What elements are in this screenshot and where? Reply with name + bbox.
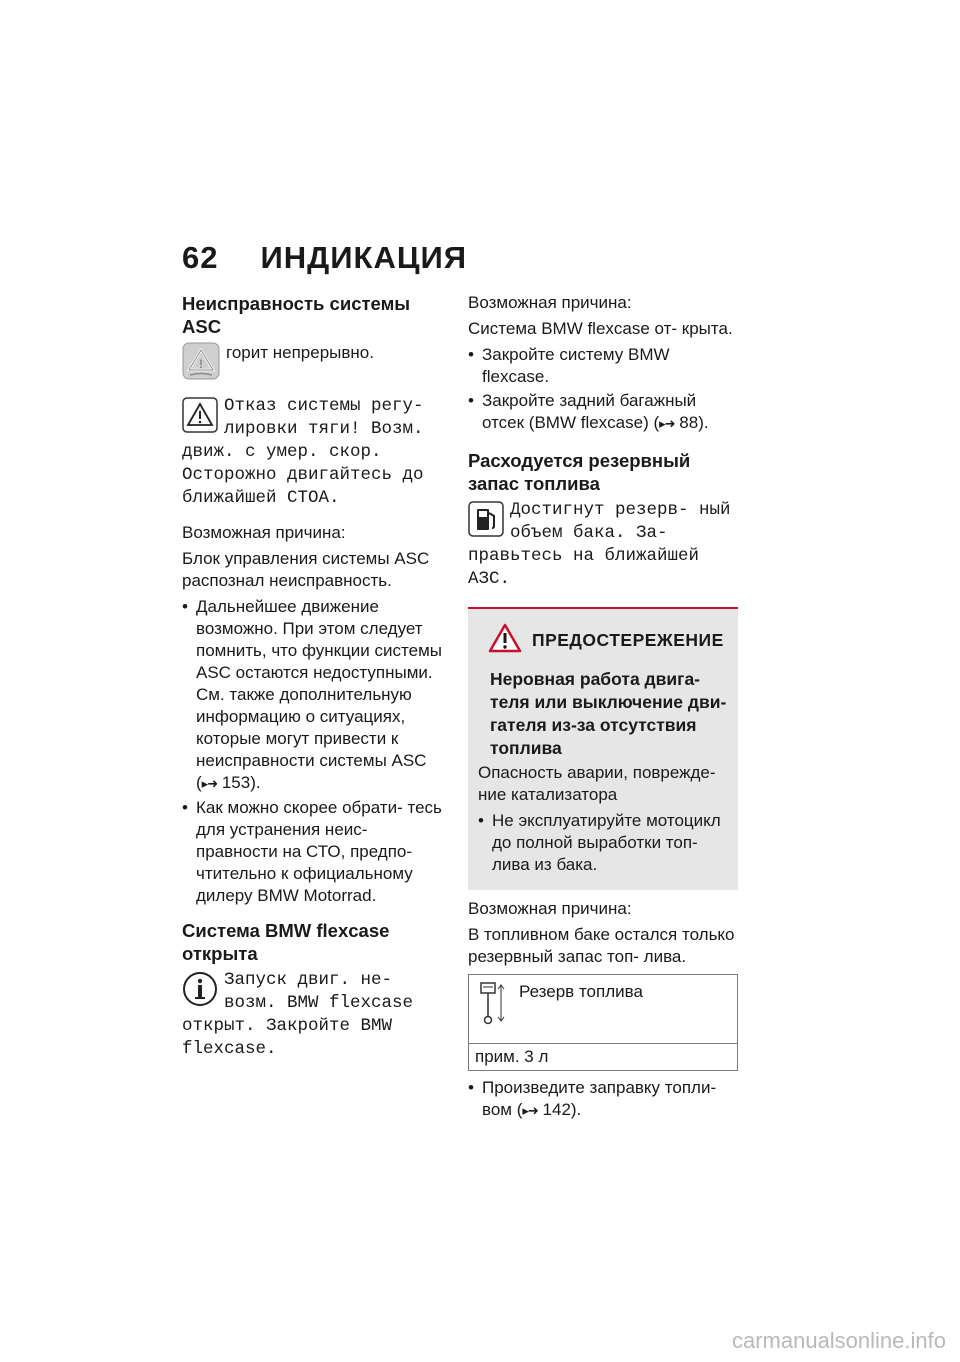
watermark-logo: carmanualsonline.info	[731, 1328, 946, 1353]
flexcase-cause-label: Возможная причина:	[468, 293, 632, 312]
asc-cause-label: Возможная причина:	[182, 523, 346, 542]
refuel-bullet-text: Произведите заправку топли- вом (	[482, 1078, 717, 1119]
right-column	[468, 292, 738, 1124]
flexcase-display-text: Запуск двиг. не- возм. BMW flexcase открыт. Закройте BMW flexcase.	[182, 970, 414, 1059]
asc-section-title: Неисправность системы ASC	[182, 293, 411, 337]
asc-cause-text: Блок управления системы ASC распознал неисправность.	[182, 549, 430, 590]
info-icon	[182, 971, 218, 1015]
asc-bullet-list	[182, 596, 452, 907]
refuel-bullet-ref[interactable]: 142).	[542, 1100, 582, 1119]
reserve-table	[468, 974, 738, 1071]
asc-bullet-2: • Как можно скорее обрати- тесь для устранения неис- правности на СТО, предпо- чтительно к официальному дилеру BMW Motorrad.	[182, 797, 452, 907]
page-ref-arrow-icon: ▸➜	[659, 416, 675, 431]
flexcase-cause-text: Система BMW flexcase от- крыта.	[468, 319, 733, 338]
fuel-gauge-icon	[477, 981, 507, 1030]
flexcase-display-message	[182, 969, 452, 1061]
warning-box	[468, 607, 738, 890]
reserve-table-label: Резерв топлива	[519, 982, 643, 1001]
page-ref-arrow-icon: ▸➜	[201, 776, 218, 791]
reserve-section-title: Расходуется резервный запас топлива	[468, 450, 691, 494]
reserve-display-message	[468, 499, 738, 591]
warning-triangle-icon	[488, 623, 522, 658]
page-ref-arrow-icon: ▸➜	[522, 1103, 538, 1118]
flexcase-bullet-2-ref[interactable]: 88).	[679, 413, 709, 432]
asc-bullet-1-text: Дальнейшее движение возможно. При этом следует помнить, что функции системы ASC остаются недоступными. См. также дополнительную информацию о ситуациях, которые могут привести к неисправности системы ASC	[196, 597, 442, 770]
flexcase-section-title: Система BMW flexcase открыта	[182, 920, 390, 964]
asc-warning-lamp-icon	[182, 342, 220, 385]
reserve-table-value: прим. 3 л	[475, 1047, 549, 1066]
flexcase-bullet-1: • Закройте систему BMW flexcase.	[468, 344, 738, 388]
asc-bullet-1: • Дальнейшее движение возможно. При этом следует помнить, что функции системы ASC остаются недоступными. См. также дополнительную информацию о ситуациях, которые могут привести к неисправности системы ASC (▸➜ 153).	[182, 596, 452, 795]
page-number: 62	[182, 240, 219, 275]
flexcase-bullet-2-text: Закройте задний багажный отсек (BMW flexcase) (	[482, 391, 697, 432]
reserve-display-text: Достигнут резерв- ный объем бака. За- правьтесь на ближайшей АЗС.	[468, 500, 731, 589]
asc-indicator-text: горит непрерывно.	[226, 343, 374, 362]
warning-title: ПРЕДОСТЕРЕЖЕНИЕ	[532, 630, 724, 650]
svg-text:!: !	[199, 357, 203, 371]
fuel-pump-icon	[468, 501, 504, 545]
warning-text: Опасность аварии, поврежде- ние катализатора	[478, 763, 716, 804]
fuel-cause-label: Возможная причина:	[468, 899, 632, 918]
warning-subtitle: Неровная работа двига- теля или выключение дви- гателя из-за отсутствия топлива	[490, 669, 727, 758]
asc-indicator-row	[182, 342, 452, 385]
warning-bullet: • Не эксплуатируйте мотоцикл до полной выработки топ- лива из бака.	[478, 810, 728, 876]
flexcase-bullet-2	[468, 390, 738, 435]
asc-display-text: Отказ системы регу- лировки тяги! Возм. движ. с умер. скор. Осторожно двигайтесь до ближайшей СТОА.	[182, 396, 424, 508]
warning-bullet-list	[478, 810, 728, 876]
page-header	[182, 240, 467, 276]
chapter-title: ИНДИКАЦИЯ	[260, 240, 468, 275]
reserve-table-header	[469, 975, 737, 1044]
asc-bullet-1-ref[interactable]: 153).	[221, 773, 261, 792]
refuel-bullet	[468, 1077, 738, 1122]
warning-header	[488, 623, 728, 658]
asc-display-message	[182, 395, 452, 510]
refuel-bullet-list	[468, 1077, 738, 1122]
fuel-cause-text: В топливном баке остался только резервный запас топ- лива.	[468, 925, 735, 966]
general-warning-icon	[182, 397, 218, 441]
left-column	[182, 292, 452, 1065]
flexcase-bullet-list	[468, 344, 738, 435]
